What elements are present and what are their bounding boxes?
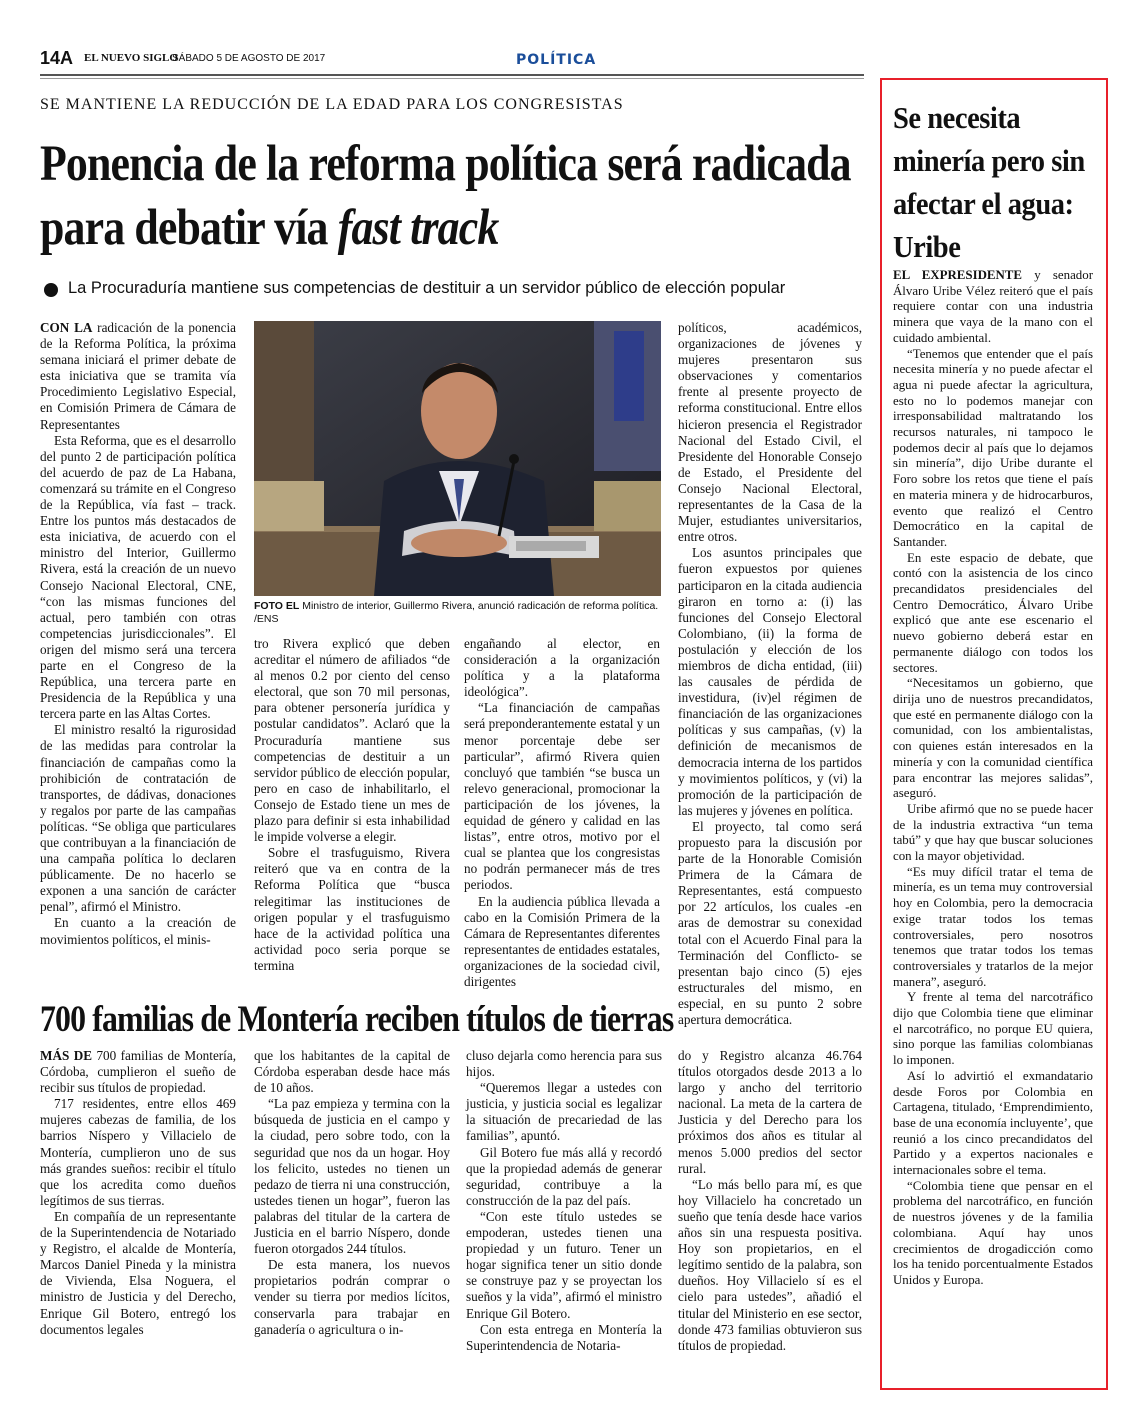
- header-rule-thin: [40, 78, 864, 79]
- second-column-3: [466, 1048, 662, 1354]
- paragraph: Así lo advirtió el exmandatario desde Foros por Colombia en Cartagena, titulado, ‘Emprendimiento, base de una economía incluyente’, que reunió a los cinco precandidatos del Partido y a expertos nacionales e internacionales sobre el tema.: [893, 1068, 1093, 1178]
- paragraph: tro Rivera explicó que deben acreditar el número de afiliados “de al menos 0.2 por ciento del censo electoral, que son 70 mil personas, para obtener personería jurídica y postular candidatos”. Aclaró que la Procuraduría mantiene sus competencias de destituir a un servidor público de elección popular, pero en caso de inhabilitarlo, el Consejo de Estado tiene un mes de plazo para definir si esta inhabilidad le impide volverse a elegir.: [254, 636, 450, 845]
- paragraph: “Tenemos que entender que el país necesita minería y no puede afectar el agua ni puede afectar la agricultura, esto no lo podemos manejar con irresponsabilidad maltratando los recursos naturales, ni tampoco le podemos decir al país que lo dejamos sin minería”, dijo Uribe durante el Foro sobre los retos que tiene el país en materia minera y de hidrocarburos, evento que realizó el Centro Democrático en la capital de Santander.: [893, 346, 1093, 549]
- paragraph: Uribe afirmó que no se puede hacer de la industria extractiva “un tema tabú” y que hay que buscar soluciones con la mayor objetividad.: [893, 801, 1093, 864]
- article-kicker: SE MANTIENE LA REDUCCIÓN DE LA EDAD PARA LOS CONGRESISTAS: [40, 96, 624, 113]
- paragraph: do y Registro alcanza 46.764 títulos otorgados desde 2013 a lo largo y ancho del territorio nacional. La meta de la cartera de Justicia y del Derecho para los próximos dos años es titular al menos 5.000 predios del sector rural.: [678, 1048, 862, 1176]
- paragraph: Sobre el trasfuguismo, Rivera reiteró que va en contra de la Reforma Política que “busca relegitimar las instituciones de origen popular y el trasfuguismo hace de la actividad política una actividad poco seria porque se termina: [254, 845, 450, 973]
- paragraph: El ministro resaltó la rigurosidad de las medidas para controlar la financiación de campañas como la prohibición de contratación de transportes, de dádivas, donaciones y regalos por parte de las campañas políticas. “Se obliga que particulares que contribuyan a la financiación de una campaña política lo declaren públicamente. De no hacerlo se exponen a una sanción de carácter penal”, afirmó el Ministro.: [40, 722, 236, 915]
- paragraph: “Es muy difícil tratar el tema de minería, es un tema muy controversial hoy en Colombia, pero la democracia exige tratar todos los temas controversiales, pero nosotros tenemos que tratar todos los temas controversiales y tratarlos de la mejor manera”, aseguró.: [893, 864, 1093, 989]
- headline-italic: fast track: [337, 200, 499, 256]
- paragraph: políticos, académicos, organizaciones de jóvenes y mujeres presentaron sus observaciones y comentarios frente al presente proyecto de reforma constitucional. Entre ellos hicieron presencia el Registrador Nacional del Estado Civil, el Presidente del Honorable Consejo de Estado, el Presidente del Consejo Nacional Electoral, representantes de la Casa de la Mujer, estudiantes universitarios, entre otros.: [678, 320, 862, 545]
- paragraph: “La financiación de campañas será preponderantemente estatal y un menor porcentaje debe ser particular”, afirmó Rivera quien concluyó que también “se busca un relevo generacional, promocionar la participación de los jóvenes, la equidad de género y calidad en las listas”, entre otros, motivo por el cual se plantea que los congresistas no podrán permanecer más de tres periodos.: [464, 700, 660, 893]
- paragraph: 717 residentes, entre ellos 469 mujeres cabezas de familia, de los barrios Níspero y Villacielo de Montería, cumplieron uno de sus más grandes sueños: recibir el título que los acredita como dueños legítimos de sus tierras.: [40, 1096, 236, 1208]
- second-column-4: [678, 1048, 862, 1354]
- paragraph: “Necesitamos un gobierno, que dirija uno de nuestros precandidatos, que esté en permanente diálogo con la comunidad, con los ambientalistas, con quienes están interesados en la minería y con la comunidad científica para encontrar las mejores salidas”, aseguró.: [893, 676, 1093, 801]
- paragraph: “Colombia tiene que pensar en el problema del narcotráfico, en función de nuestros jóvenes y de la familia colombiana. Aquí hay unos crecimientos de drogadicción como los ha tenido porcentualmente Estados Unidos y Europa.: [893, 1178, 1093, 1287]
- paragraph: Con esta entrega en Montería la Superintendencia de Notaria-: [466, 1321, 662, 1353]
- article-column-4: [678, 320, 862, 1028]
- sidebar-headline: Se necesita minería pero sin afectar el agua: Uribe: [893, 100, 1085, 264]
- paragraph: En este espacio de debate, que contó con la asistencia de los cinco precandidatos presidenciales del Centro Democrático, Álvaro Uribe explicó que ante ese escenario el nuevo gobierno deberá estar en permanente diálogo con todos los sectores.: [893, 550, 1093, 675]
- second-column-2: [254, 1048, 450, 1338]
- paragraph: En compañía de un representante de la Superintendencia de Notariado y Registro, el alcalde de Montería, Marcos Daniel Pineda y la ministra de Vivienda, Elsa Noguera, el ministro de Justicia y del Derecho, Enrique Gil Botero, entregó los documentos legales: [40, 1208, 236, 1337]
- second-headline: 700 familias de Montería reciben títulos de tierras: [40, 999, 674, 1040]
- paragraph: radicación de la ponencia de la Reforma Política, la próxima semana iniciará el primer debate de esta iniciativa que se tramita vía Procedimiento Legislativo Especial, en Comisión Primera de Cámara de Representantes: [40, 320, 236, 432]
- sidebar-body: [893, 268, 1093, 1289]
- lead-in: CON LA: [40, 320, 93, 335]
- article-column-1: [40, 320, 236, 948]
- paragraph: engañando al elector, en consideración a la organización política y a la plataforma ideológica”.: [464, 636, 660, 700]
- paragraph: De esta manera, los nuevos propietarios podrán comprar o vender su tierra por medios lícitos, conservarla para trabajar en ganadería o agricultura o in-: [254, 1257, 450, 1337]
- lead-in: MÁS DE: [40, 1048, 93, 1063]
- article-column-3: [464, 636, 660, 990]
- paragraph: El proyecto, tal como será propuesto para la discusión por parte de la Honorable Comisión Primera de la Cámara de Representantes, está compuesto por 22 artículos, los cuales -en aras de demostrar su conexidad total con el Acuerdo Final para la Terminación del Conflicto- se presentan bajo cinco (5) ejes estructurales del mismo, en especial, en su punto 2 sobre apertura democrática.: [678, 818, 862, 1028]
- paragraph: que los habitantes de la capital de Córdoba esperaban desde hace más de 10 años.: [254, 1048, 450, 1096]
- article-photo: [254, 321, 661, 596]
- paragraph: Y frente al tema del narcotráfico dijo que Colombia tiene que eliminar el narcotráfico, no porque EU quiera, sino porque las familias colombianas lo imponen.: [893, 990, 1093, 1068]
- headline-text: Ponencia de la reforma política será radicada para debatir vía: [40, 136, 851, 256]
- paragraph: Los asuntos principales que fueron expuestos por quienes participaron en la citada audiencia giraron en torno a: (i) las funciones del Consejo Electoral Colombiano, (ii) la forma de postulación y elección de los miembros de dicha entidad, (iii) las causales de pérdida de investidura, (iv)el régimen de financiación de las organizaciones políticas y sus campañas, (v) la definición de mecanismos de democracia interna de los partidos y movimientos políticos, y (vi) la promoción de la participación de las mujeres y jóvenes en política.: [678, 545, 862, 818]
- paragraph: 700 familias de Montería, Córdoba, cumplieron el sueño de recibir sus títulos de propiedad.: [40, 1048, 236, 1096]
- caption-text: Ministro de interior, Guillermo Rivera, anunció radicación de reforma política. /ENS: [254, 600, 659, 625]
- paragraph: En la audiencia pública llevada a cabo en la Comisión Primera de la Cámara de Representantes diferentes representantes de entidades estatales, organizaciones de la sociedad civil, dirigentes: [464, 893, 660, 989]
- section-label: POLÍTICA: [516, 52, 597, 68]
- bullet-icon: [44, 283, 58, 297]
- paragraph: Gil Botero fue más allá y recordó que la propiedad además de generar seguridad, contribuye a la construcción de la paz del país.: [466, 1144, 662, 1208]
- minister-photo-illustration: [254, 321, 661, 596]
- newspaper-name: EL NUEVO SIGLO: [84, 52, 178, 64]
- paragraph: cluso dejarla como herencia para sus hijos.: [466, 1048, 662, 1080]
- article-subhead: La Procuraduría mantiene sus competencias de destituir a un servidor público de elección popular: [68, 279, 786, 297]
- paragraph: “Lo más bello para mí, es que hoy Villacielo ha concretado un sueño que tenía desde hace varios años sin una respuesta positiva. Hoy son propietarios, en el legítimo sentido de la palabra, son dueños. Hoy Villacielo sí es el cielo para ustedes”, añadió el titular del Ministerio en ese sector, donde 473 familias obtuvieron sus títulos de propiedad.: [678, 1176, 862, 1353]
- caption-lead: FOTO EL: [254, 600, 300, 612]
- page-header: [40, 48, 1112, 74]
- paragraph: “Queremos llegar a ustedes con justicia, y justicia social es legalizar la situación de precariedad de las familias”, apuntó.: [466, 1080, 662, 1144]
- paragraph: Esta Reforma, que es el desarrollo del punto 2 de participación política del acuerdo de paz de La Habana, comenzará su trámite en el Congreso de la República, vía fast – track. Entre los puntos más destacados de esta iniciativa, de acuerdo con el ministro del Interior, Guillermo Rivera, está la creación de un nuevo Consejo Nacional Electoral, CNE, “con las mismas funciones del actual, pero también con otras competencias jurisdiccionales”. El origen del mismo será una tercera parte en el Congreso de la República, una tercera parte en Presidencia de la República y una tercera parte en las Altas Cortes.: [40, 432, 236, 722]
- article-column-2: [254, 636, 450, 974]
- header-rule: [40, 74, 864, 76]
- lead-in: EL EXPRESIDENTE: [893, 268, 1022, 282]
- paragraph: “Con este título ustedes se empoderan, ustedes tienen una propiedad y un futuro. Tener un hogar significa tener un sitio donde se construye paz y se proyectan los sueños y la vida”, afirmó el ministro Enrique Gil Botero.: [466, 1208, 662, 1321]
- second-column-1: [40, 1048, 236, 1338]
- issue-date: SÁBADO 5 DE AGOSTO DE 2017: [172, 53, 326, 64]
- paragraph: “La paz empieza y termina con la búsqueda de justicia en el campo y la ciudad, pero sobre todo, con la seguridad que nos da un hogar. Hoy los felicito, ustedes no tienen un pedazo de tierra ni una construcción, ustedes tienen un hogar”, fueron las palabras del titular de la cartera de Justicia en el barrio Níspero, donde fueron otorgados 244 títulos.: [254, 1096, 450, 1257]
- article-headline: [40, 132, 866, 260]
- paragraph: En cuanto a la creación de movimientos políticos, el minis-: [40, 915, 236, 947]
- paragraph: y senador Álvaro Uribe Vélez reiteró que el país requiere contar con una industria minera que vaya de la mano con el cuidado ambiental.: [893, 268, 1093, 345]
- photo-caption: [254, 600, 661, 626]
- page-number: 14A: [40, 48, 74, 68]
